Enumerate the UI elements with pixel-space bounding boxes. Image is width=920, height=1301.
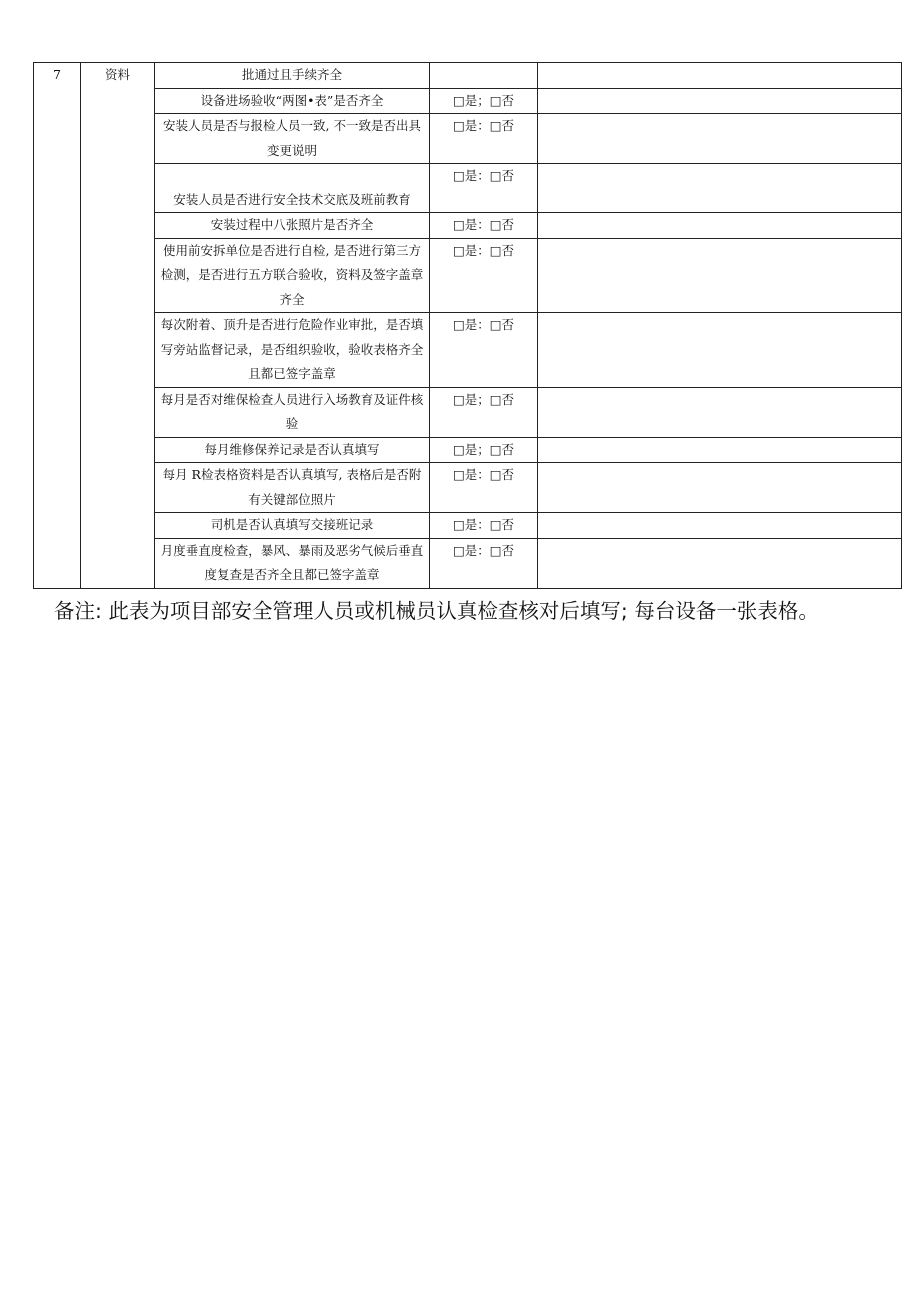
yes-no-options[interactable]: □是：□否 [430, 463, 538, 513]
table-row [34, 213, 902, 239]
remarks-cell [538, 538, 902, 588]
yes-no-options[interactable]: □是：□否 [430, 238, 538, 313]
table-row [34, 437, 902, 463]
remarks-cell [538, 164, 902, 213]
table-row [34, 88, 902, 114]
table-row [34, 313, 902, 388]
table-row [34, 387, 902, 437]
remarks-cell [538, 88, 902, 114]
remarks-cell [538, 513, 902, 539]
table-row [34, 513, 902, 539]
remarks-cell [538, 313, 902, 388]
table-row [34, 164, 902, 213]
remarks-cell [538, 238, 902, 313]
table-row [34, 63, 902, 89]
yes-no-options[interactable]: □是：□否 [430, 164, 538, 213]
check-item: 每月维修保养记录是否认真填写 [155, 437, 430, 463]
yes-no-options[interactable]: □是：□否 [430, 513, 538, 539]
check-item: 每月是否对维保检查人员进行入场教育及证件核验 [155, 387, 430, 437]
yes-no-options[interactable]: □是：□否 [430, 538, 538, 588]
table-row [34, 538, 902, 588]
check-item: 司机是否认真填写交接班记录 [155, 513, 430, 539]
inspection-table [33, 62, 902, 589]
table-row [34, 463, 902, 513]
yes-no-options [430, 63, 538, 89]
check-item: 每次附着、顶升是否进行危险作业审批，是否填写旁站监督记录，是否组织验收，验收表格齐全且都已签字盖章 [155, 313, 430, 388]
check-item: 安装过程中八张照片是否齐全 [155, 213, 430, 239]
check-item: 安装人员是否进行安全技术交底及班前教育 [155, 164, 430, 213]
yes-no-options[interactable]: □是：□否 [430, 213, 538, 239]
yes-no-options[interactable]: □是；□否 [430, 88, 538, 114]
check-item: 使用前安拆单位是否进行自检, 是否进行第三方检测，是否进行五方联合验收，资料及签字盖章齐全 [155, 238, 430, 313]
yes-no-options[interactable]: □是；□否 [430, 437, 538, 463]
remarks-cell [538, 114, 902, 164]
check-item: 批通过且手续齐全 [155, 63, 430, 89]
check-item: 设备进场验收“两图•表”是否齐全 [155, 88, 430, 114]
check-item: 月度垂直度检查，暴风、暴雨及恶劣气候后垂直度复查是否齐全且都已签字盖章 [155, 538, 430, 588]
table-row [34, 238, 902, 313]
check-item: 安装人员是否与报检人员一致, 不一致是否出具变更说明 [155, 114, 430, 164]
yes-no-options[interactable]: □是：□否 [430, 114, 538, 164]
remarks-cell [538, 387, 902, 437]
footnote: 备注: 此表为项目部安全管理人员或机械员认真检查核对后填写; 每台设备一张表格。 [54, 599, 819, 623]
remarks-cell [538, 213, 902, 239]
yes-no-options[interactable]: □是：□否 [430, 313, 538, 388]
row-index: 7 [34, 63, 81, 589]
remarks-cell [538, 437, 902, 463]
table-row [34, 114, 902, 164]
remarks-cell [538, 63, 902, 89]
remarks-cell [538, 463, 902, 513]
yes-no-options[interactable]: □是；□否 [430, 387, 538, 437]
category-cell: 资料 [81, 63, 155, 589]
check-item: 每月 R检表格资料是否认真填写, 表格后是否附有关键部位照片 [155, 463, 430, 513]
